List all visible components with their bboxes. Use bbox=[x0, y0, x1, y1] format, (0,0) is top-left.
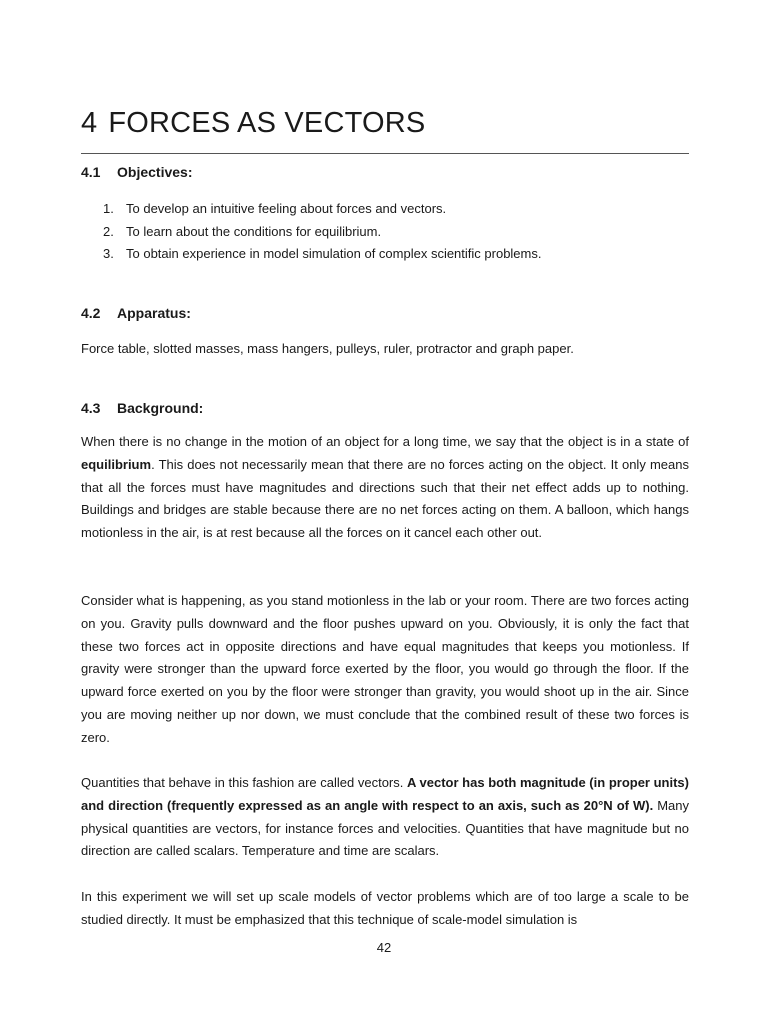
background-heading bbox=[81, 400, 203, 416]
apparatus-text: Force table, slotted masses, mass hangers, pulleys, ruler, protractor and graph paper. bbox=[81, 341, 574, 356]
p1-text-after: . This does not necessarily mean that there are no forces acting on the object. It only means that all the forces must have magnitudes and directions such that their net effect adds up to nothing. Buildings and bridges are stable because there are no net forces acting on them. A balloon, which hangs motionless in the air, is at rest because all the forces on it cancel each other out. bbox=[81, 456, 689, 541]
p3-text-after: Many physical quantities are vectors, for instance forces and velocities. Quantities that have magnitude but no direction are called scalars. Temperature and time are scalars. bbox=[81, 797, 689, 859]
objective-item bbox=[81, 221, 541, 244]
p3-text-before: Quantities that behave in this fashion are called vectors. bbox=[81, 775, 407, 790]
apparatus-section-number: 4.2 bbox=[81, 305, 101, 321]
objectives-heading bbox=[81, 164, 192, 180]
objectives-section-number: 4.1 bbox=[81, 164, 101, 180]
objectives-list bbox=[81, 198, 541, 266]
objective-item-number: 2. bbox=[103, 223, 114, 239]
p3-bold-definition: A vector has both magnitude (in proper units) and direction (frequently expressed as an angle with respect to an axis, such as 20°N of W). bbox=[81, 775, 689, 813]
title-rule bbox=[81, 153, 689, 154]
objective-item-number: 1. bbox=[103, 201, 114, 216]
objective-item-text: To learn about the conditions for equilibrium. bbox=[126, 223, 382, 239]
background-paragraph-1 bbox=[81, 431, 689, 545]
objective-item-text: To develop an intuitive feeling about forces and vectors. bbox=[126, 201, 447, 216]
chapter-number: 4 bbox=[81, 107, 98, 139]
p1-bold-term: equilibrium bbox=[81, 456, 152, 472]
apparatus-heading bbox=[81, 305, 191, 321]
background-paragraph-3 bbox=[81, 772, 689, 863]
background-paragraph-2: Consider what is happening, as you stand motionless in the lab or your room. There are two forces acting on you. Gravity pulls downward and the floor pushes upward on you. Obviously, it is only the fact that these two forces act in opposite directions and have equal magnitudes that keeps you motionless. If gravity were stronger than the upward force exerted by the floor, you would go through the floor. If the upward force exerted on you by the floor were stronger than gravity, you would shoot up in the air. Since you are moving neither up nor down, we must conclude that the combined result of these two forces is zero. bbox=[81, 593, 689, 745]
chapter-title-text: FORCES AS VECTORS bbox=[108, 107, 426, 139]
background-paragraph-4: In this experiment we will set up scale models of vector problems which are of too large a scale to be studied directly. It must be emphasized that this technique of scale-model simulation is bbox=[81, 889, 689, 927]
objective-item bbox=[81, 243, 541, 266]
apparatus-section-title: Apparatus: bbox=[117, 305, 191, 321]
objective-item bbox=[81, 198, 541, 221]
background-section-number: 4.3 bbox=[81, 400, 101, 416]
background-section-title: Background: bbox=[117, 400, 204, 416]
objective-item-number: 3. bbox=[103, 246, 114, 261]
objective-item-text: To obtain experience in model simulation of complex scientific problems. bbox=[126, 246, 542, 261]
chapter-title bbox=[81, 107, 425, 140]
objectives-section-title: Objectives: bbox=[117, 164, 193, 180]
p1-text-before: When there is no change in the motion of an object for a long time, we say that the object is in a state of bbox=[81, 434, 689, 449]
page-number: 42 bbox=[376, 940, 392, 955]
